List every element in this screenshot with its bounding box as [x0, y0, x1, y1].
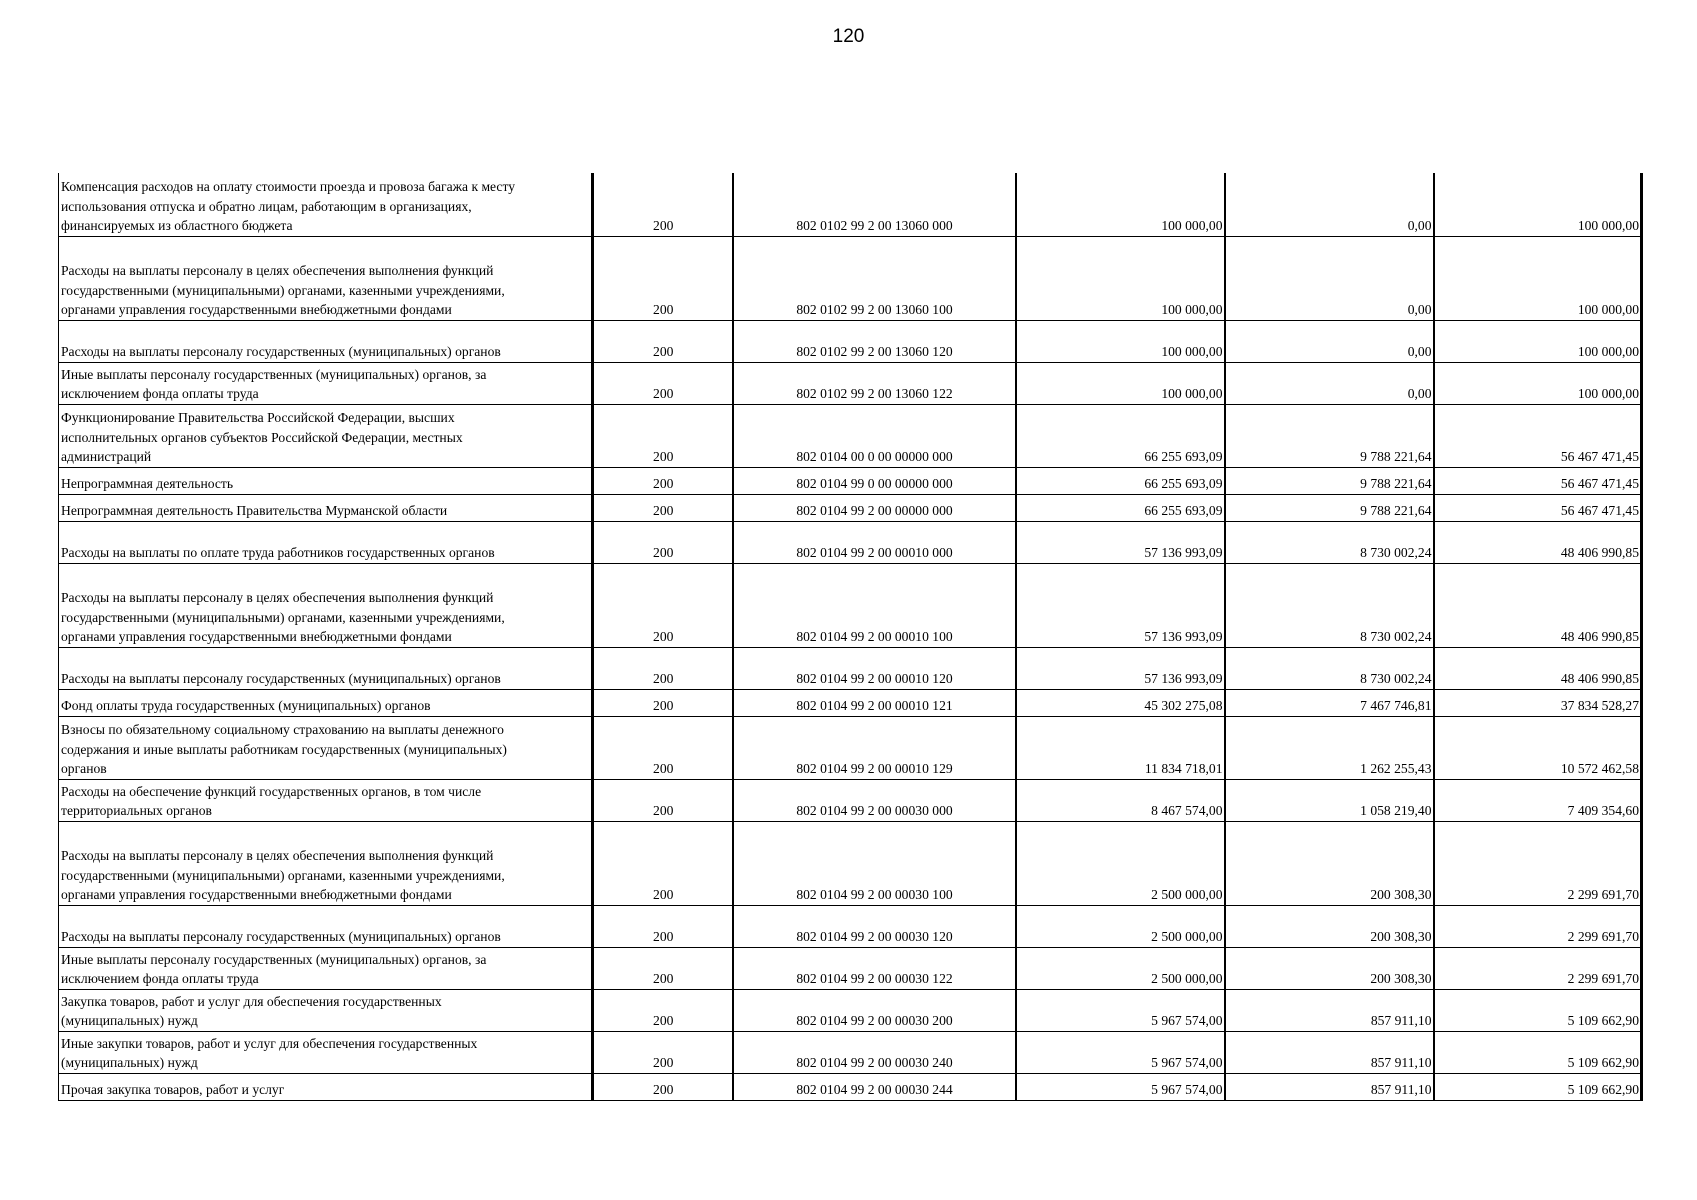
row-approved-cell: 2 500 000,00 — [1016, 947, 1225, 989]
row-code-cell: 200 — [593, 494, 733, 521]
row-classification-cell: 802 0104 99 2 00 00010 129 — [733, 716, 1016, 779]
row-name-cell: Расходы на выплаты персоналу в целях обеспечения выполнения функций государственными (муниципальными) органами, казенными учреждениями, органами управления государственными внебюджетными фондами — [59, 236, 593, 320]
budget-execution-table — [58, 173, 1643, 1101]
table-row — [59, 989, 1642, 1031]
row-name-cell: Фонд оплаты труда государственных (муниципальных) органов — [59, 689, 593, 716]
table-row — [59, 467, 1642, 494]
row-code-cell: 200 — [593, 521, 733, 563]
row-approved-cell: 57 136 993,09 — [1016, 563, 1225, 647]
table-row — [59, 563, 1642, 647]
row-executed-cell: 9 788 221,64 — [1225, 404, 1434, 467]
row-executed-cell: 0,00 — [1225, 236, 1434, 320]
row-executed-cell: 0,00 — [1225, 173, 1434, 236]
row-code-cell: 200 — [593, 905, 733, 947]
row-code-cell: 200 — [593, 1031, 733, 1073]
table-row — [59, 947, 1642, 989]
row-approved-cell: 100 000,00 — [1016, 362, 1225, 404]
row-name-cell: Непрограммная деятельность — [59, 467, 593, 494]
row-remaining-cell: 2 299 691,70 — [1434, 905, 1642, 947]
row-approved-cell: 57 136 993,09 — [1016, 647, 1225, 689]
row-classification-cell: 802 0104 99 2 00 00030 244 — [733, 1073, 1016, 1100]
row-approved-cell: 2 500 000,00 — [1016, 821, 1225, 905]
row-remaining-cell: 2 299 691,70 — [1434, 821, 1642, 905]
row-executed-cell: 0,00 — [1225, 320, 1434, 362]
row-approved-cell: 5 967 574,00 — [1016, 989, 1225, 1031]
row-remaining-cell: 100 000,00 — [1434, 320, 1642, 362]
row-classification-cell: 802 0102 99 2 00 13060 120 — [733, 320, 1016, 362]
row-remaining-cell: 5 109 662,90 — [1434, 1073, 1642, 1100]
row-name-cell: Расходы на выплаты персоналу государственных (муниципальных) органов — [59, 905, 593, 947]
row-classification-cell: 802 0104 99 2 00 00030 240 — [733, 1031, 1016, 1073]
row-executed-cell: 9 788 221,64 — [1225, 467, 1434, 494]
row-remaining-cell: 56 467 471,45 — [1434, 467, 1642, 494]
row-executed-cell: 8 730 002,24 — [1225, 647, 1434, 689]
page-number: 120 — [832, 26, 865, 47]
row-executed-cell: 8 730 002,24 — [1225, 563, 1434, 647]
row-code-cell: 200 — [593, 1073, 733, 1100]
row-name-cell: Расходы на выплаты персоналу государственных (муниципальных) органов — [59, 320, 593, 362]
table-row — [59, 1031, 1642, 1073]
row-name-cell: Расходы на выплаты по оплате труда работников государственных органов — [59, 521, 593, 563]
row-name-cell: Иные выплаты персоналу государственных (муниципальных) органов, за исключением фонда оплаты труда — [59, 947, 593, 989]
row-executed-cell: 857 911,10 — [1225, 1073, 1434, 1100]
row-classification-cell: 802 0104 99 2 00 00030 100 — [733, 821, 1016, 905]
row-approved-cell: 11 834 718,01 — [1016, 716, 1225, 779]
table-row — [59, 647, 1642, 689]
row-approved-cell: 100 000,00 — [1016, 236, 1225, 320]
row-classification-cell: 802 0104 99 2 00 00030 200 — [733, 989, 1016, 1031]
row-name-cell: Расходы на выплаты персоналу государственных (муниципальных) органов — [59, 647, 593, 689]
row-code-cell: 200 — [593, 689, 733, 716]
row-code-cell: 200 — [593, 716, 733, 779]
row-classification-cell: 802 0104 99 0 00 00000 000 — [733, 467, 1016, 494]
row-remaining-cell: 7 409 354,60 — [1434, 779, 1642, 821]
row-executed-cell: 200 308,30 — [1225, 905, 1434, 947]
row-name-cell: Иные выплаты персоналу государственных (муниципальных) органов, за исключением фонда оплаты труда — [59, 362, 593, 404]
row-remaining-cell: 10 572 462,58 — [1434, 716, 1642, 779]
table-row — [59, 173, 1642, 236]
row-executed-cell: 200 308,30 — [1225, 821, 1434, 905]
row-approved-cell: 66 255 693,09 — [1016, 467, 1225, 494]
row-approved-cell: 66 255 693,09 — [1016, 404, 1225, 467]
row-executed-cell: 1 058 219,40 — [1225, 779, 1434, 821]
row-name-cell: Взносы по обязательному социальному страхованию на выплаты денежного содержания и иные выплаты работникам государственных (муниципальных) органов — [59, 716, 593, 779]
row-code-cell: 200 — [593, 563, 733, 647]
row-remaining-cell: 100 000,00 — [1434, 173, 1642, 236]
row-name-cell: Расходы на выплаты персоналу в целях обеспечения выполнения функций государственными (муниципальными) органами, казенными учреждениями, органами управления государственными внебюджетными фондами — [59, 563, 593, 647]
row-code-cell: 200 — [593, 404, 733, 467]
row-remaining-cell: 100 000,00 — [1434, 362, 1642, 404]
row-approved-cell: 5 967 574,00 — [1016, 1031, 1225, 1073]
row-classification-cell: 802 0104 99 2 00 00010 000 — [733, 521, 1016, 563]
row-classification-cell: 802 0102 99 2 00 13060 000 — [733, 173, 1016, 236]
row-executed-cell: 7 467 746,81 — [1225, 689, 1434, 716]
row-classification-cell: 802 0104 99 2 00 00010 121 — [733, 689, 1016, 716]
table-row — [59, 494, 1642, 521]
row-remaining-cell: 37 834 528,27 — [1434, 689, 1642, 716]
row-approved-cell: 57 136 993,09 — [1016, 521, 1225, 563]
row-approved-cell: 45 302 275,08 — [1016, 689, 1225, 716]
row-classification-cell: 802 0104 99 2 00 00010 100 — [733, 563, 1016, 647]
table-row — [59, 689, 1642, 716]
row-name-cell: Иные закупки товаров, работ и услуг для обеспечения государственных (муниципальных) нужд — [59, 1031, 593, 1073]
row-approved-cell: 2 500 000,00 — [1016, 905, 1225, 947]
row-classification-cell: 802 0104 99 2 00 00010 120 — [733, 647, 1016, 689]
row-code-cell: 200 — [593, 647, 733, 689]
row-approved-cell: 100 000,00 — [1016, 173, 1225, 236]
row-code-cell: 200 — [593, 989, 733, 1031]
row-remaining-cell: 5 109 662,90 — [1434, 1031, 1642, 1073]
row-code-cell: 200 — [593, 779, 733, 821]
row-remaining-cell: 48 406 990,85 — [1434, 647, 1642, 689]
table-row — [59, 1073, 1642, 1100]
row-code-cell: 200 — [593, 821, 733, 905]
row-executed-cell: 857 911,10 — [1225, 989, 1434, 1031]
row-executed-cell: 1 262 255,43 — [1225, 716, 1434, 779]
row-classification-cell: 802 0104 00 0 00 00000 000 — [733, 404, 1016, 467]
row-code-cell: 200 — [593, 947, 733, 989]
table-row — [59, 716, 1642, 779]
table-row — [59, 236, 1642, 320]
table-row — [59, 320, 1642, 362]
row-executed-cell: 8 730 002,24 — [1225, 521, 1434, 563]
row-code-cell: 200 — [593, 467, 733, 494]
row-name-cell: Компенсация расходов на оплату стоимости проезда и провоза багажа к месту использования отпуска и обратно лицам, работающим в организациях, финансируемых из областного бюджета — [59, 173, 593, 236]
row-name-cell: Расходы на обеспечение функций государственных органов, в том числе территориальных органов — [59, 779, 593, 821]
row-code-cell: 200 — [593, 362, 733, 404]
row-remaining-cell: 56 467 471,45 — [1434, 494, 1642, 521]
row-name-cell: Функционирование Правительства Российской Федерации, высших исполнительных органов субъектов Российской Федерации, местных администраций — [59, 404, 593, 467]
row-classification-cell: 802 0104 99 2 00 00030 000 — [733, 779, 1016, 821]
table-row — [59, 821, 1642, 905]
row-approved-cell: 100 000,00 — [1016, 320, 1225, 362]
table-row — [59, 404, 1642, 467]
table-row — [59, 779, 1642, 821]
row-classification-cell: 802 0102 99 2 00 13060 122 — [733, 362, 1016, 404]
row-remaining-cell: 48 406 990,85 — [1434, 521, 1642, 563]
row-name-cell: Закупка товаров, работ и услуг для обеспечения государственных (муниципальных) нужд — [59, 989, 593, 1031]
table-row — [59, 905, 1642, 947]
table-row — [59, 521, 1642, 563]
row-name-cell: Расходы на выплаты персоналу в целях обеспечения выполнения функций государственными (муниципальными) органами, казенными учреждениями, органами управления государственными внебюджетными фондами — [59, 821, 593, 905]
row-approved-cell: 5 967 574,00 — [1016, 1073, 1225, 1100]
row-classification-cell: 802 0104 99 2 00 00030 122 — [733, 947, 1016, 989]
row-code-cell: 200 — [593, 236, 733, 320]
row-executed-cell: 857 911,10 — [1225, 1031, 1434, 1073]
row-remaining-cell: 100 000,00 — [1434, 236, 1642, 320]
row-code-cell: 200 — [593, 173, 733, 236]
row-approved-cell: 66 255 693,09 — [1016, 494, 1225, 521]
row-classification-cell: 802 0102 99 2 00 13060 100 — [733, 236, 1016, 320]
row-classification-cell: 802 0104 99 2 00 00030 120 — [733, 905, 1016, 947]
row-name-cell: Непрограммная деятельность Правительства Мурманской области — [59, 494, 593, 521]
row-remaining-cell: 56 467 471,45 — [1434, 404, 1642, 467]
row-name-cell: Прочая закупка товаров, работ и услуг — [59, 1073, 593, 1100]
row-remaining-cell: 2 299 691,70 — [1434, 947, 1642, 989]
row-remaining-cell: 48 406 990,85 — [1434, 563, 1642, 647]
table-row — [59, 362, 1642, 404]
row-executed-cell: 0,00 — [1225, 362, 1434, 404]
row-classification-cell: 802 0104 99 2 00 00000 000 — [733, 494, 1016, 521]
row-executed-cell: 200 308,30 — [1225, 947, 1434, 989]
row-executed-cell: 9 788 221,64 — [1225, 494, 1434, 521]
row-remaining-cell: 5 109 662,90 — [1434, 989, 1642, 1031]
row-code-cell: 200 — [593, 320, 733, 362]
row-approved-cell: 8 467 574,00 — [1016, 779, 1225, 821]
